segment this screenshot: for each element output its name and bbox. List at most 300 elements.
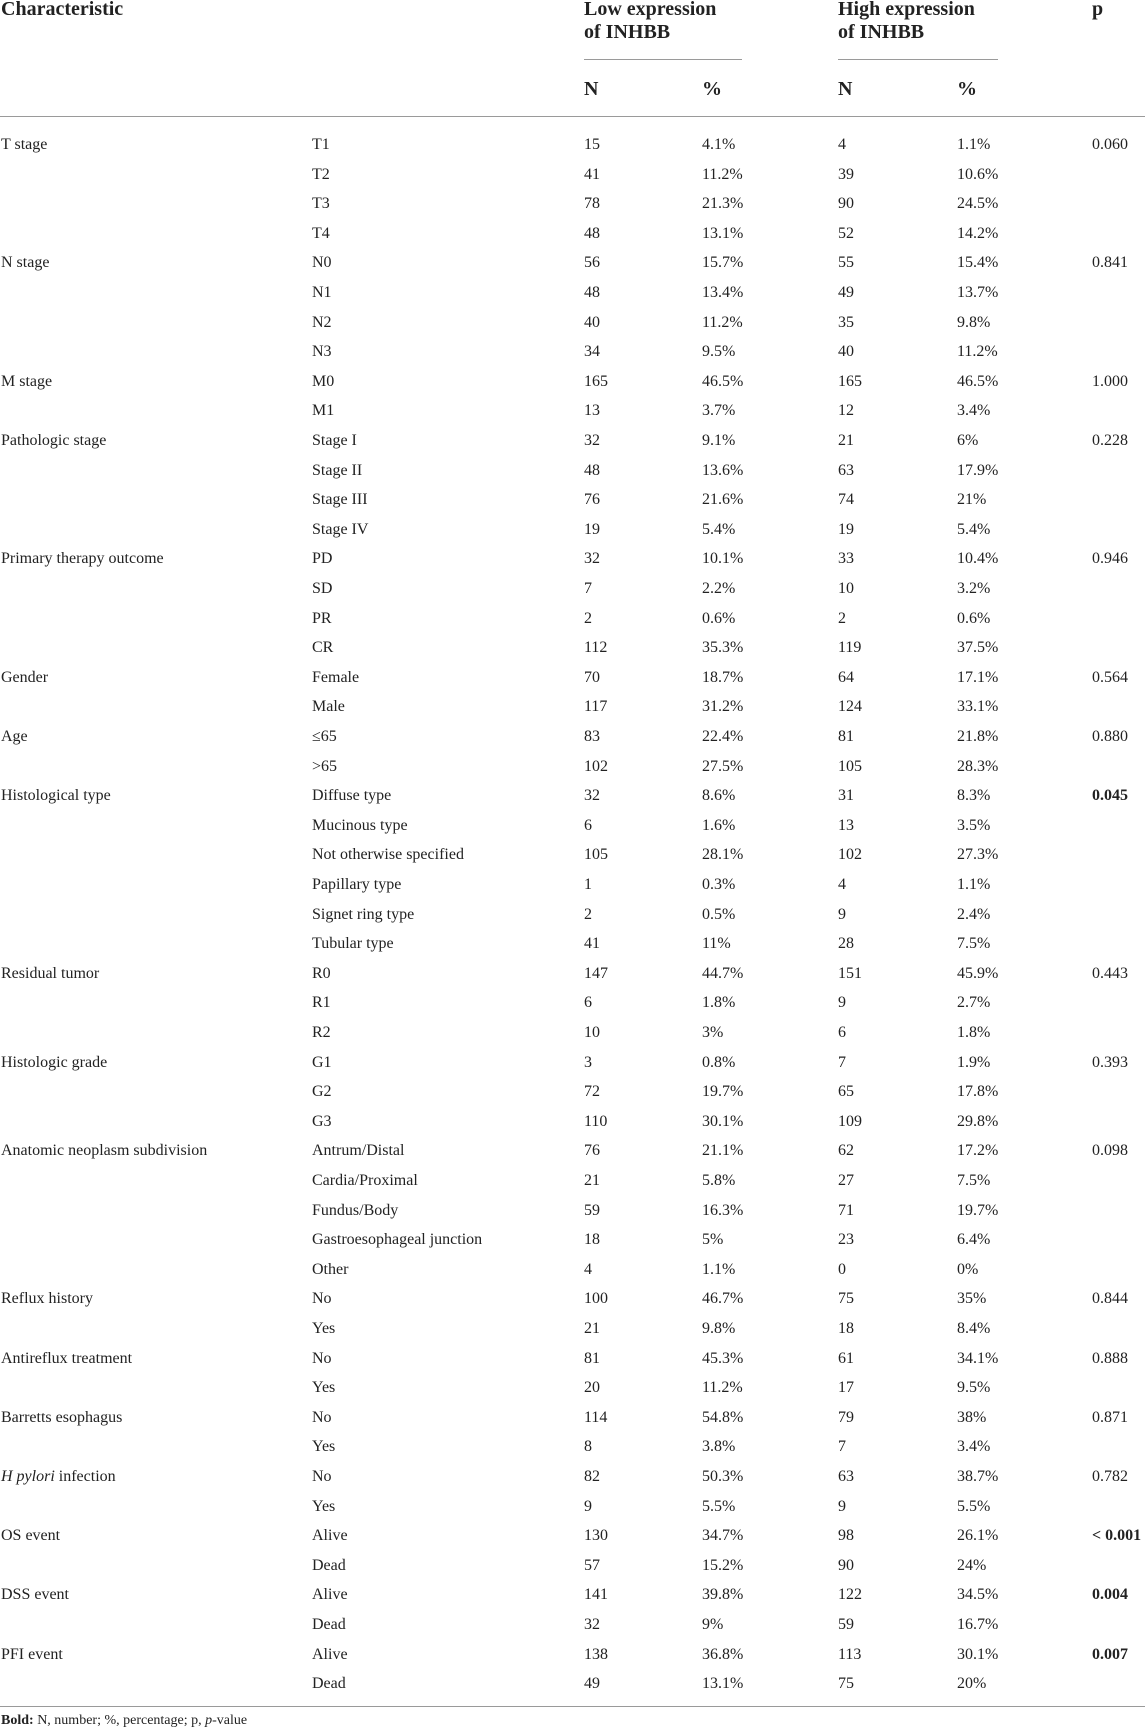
low-n-cell: 78 [584, 195, 600, 213]
high-pct-cell: 14.2% [957, 224, 999, 242]
table-row [0, 1344, 1145, 1373]
characteristic-text: infection [54, 1468, 116, 1485]
high-pct-cell: 3.4% [957, 402, 991, 420]
table-row [0, 337, 1145, 366]
characteristic-cell [1, 1462, 116, 1491]
low-n-cell: 70 [584, 668, 600, 686]
low-n-cell: 4 [584, 1260, 592, 1278]
low-n-cell: 130 [584, 1527, 608, 1545]
characteristic-italic: H pylori [1, 1468, 55, 1485]
high-n-cell: 7 [838, 1438, 846, 1456]
level-cell: Yes [312, 1497, 336, 1515]
high-pct-cell: 16.7% [957, 1616, 999, 1633]
header-low-group: Low expression of INHBB [584, 0, 717, 43]
low-n-cell: 100 [584, 1290, 608, 1308]
low-n-cell: 19 [584, 520, 600, 538]
p-value-cell: 0.841 [1092, 254, 1128, 272]
low-pct-cell: 5.4% [702, 520, 736, 538]
table-row [0, 929, 1145, 958]
table-row [0, 1373, 1145, 1402]
table-row [0, 1018, 1145, 1047]
characteristic-cell: Histologic grade [1, 1053, 108, 1071]
level-cell: No [312, 1468, 332, 1485]
characteristic-cell: Residual tumor [1, 964, 100, 982]
high-pct-cell: 13.7% [957, 284, 999, 301]
high-n-cell: 90 [838, 195, 854, 213]
table-row [0, 248, 1145, 277]
p-value-cell: 0.946 [1092, 550, 1128, 568]
level-cell: Dead [312, 1616, 346, 1633]
high-n-cell: 75 [838, 1675, 854, 1693]
level-cell: PR [312, 609, 332, 627]
table-row [0, 781, 1145, 810]
low-n-cell: 8 [584, 1438, 592, 1456]
low-n-cell: 32 [584, 1616, 600, 1633]
low-n-cell: 20 [584, 1379, 600, 1397]
low-pct-cell: 36.8% [702, 1645, 744, 1663]
high-n-cell: 39 [838, 165, 854, 183]
high-n-cell: 119 [838, 639, 862, 657]
low-n-cell: 2 [584, 609, 592, 627]
low-pct-cell: 11.2% [702, 313, 743, 331]
high-n-cell: 55 [838, 254, 854, 272]
high-pct-cell: 19.7% [957, 1201, 999, 1219]
level-cell: Tubular type [312, 935, 394, 953]
high-n-cell: 74 [838, 491, 854, 509]
high-pct-cell: 17.1% [957, 668, 999, 686]
low-pct-cell: 44.7% [702, 964, 744, 982]
high-n-cell: 49 [838, 284, 854, 301]
table-row [0, 515, 1145, 544]
high-pct-cell: 1.9% [957, 1053, 991, 1071]
low-n-cell: 81 [584, 1349, 600, 1367]
low-n-cell: 48 [584, 284, 600, 301]
high-n-cell: 124 [838, 698, 862, 716]
high-pct-cell: 34.5% [957, 1586, 999, 1604]
level-cell: Mucinous type [312, 816, 408, 834]
level-cell: Antrum/Distal [312, 1142, 405, 1160]
table-row [0, 633, 1145, 662]
low-n-cell: 110 [584, 1112, 608, 1130]
high-pct-cell: 7.5% [957, 935, 991, 953]
header-characteristic: Characteristic [1, 0, 124, 20]
high-pct-cell: 1.1% [957, 136, 991, 153]
high-pct-cell: 46.5% [957, 372, 999, 390]
table-row [0, 604, 1145, 633]
header-rule [0, 116, 1145, 117]
high-n-cell: 35 [838, 313, 854, 331]
table-row [0, 130, 1145, 159]
high-pct-cell: 28.3% [957, 757, 999, 775]
low-pct-cell: 0.3% [702, 876, 736, 893]
high-n-cell: 151 [838, 964, 862, 982]
high-n-cell: 71 [838, 1201, 854, 1219]
high-n-cell: 6 [838, 1024, 846, 1041]
characteristic-cell: Pathologic stage [1, 432, 107, 449]
low-n-cell: 13 [584, 402, 600, 420]
p-value-cell: < 0.001 [1092, 1527, 1142, 1545]
low-pct-cell: 5.5% [702, 1497, 736, 1515]
table-row [0, 308, 1145, 337]
low-pct-cell: 11% [702, 935, 731, 953]
level-cell: R0 [312, 964, 331, 982]
low-n-cell: 138 [584, 1645, 608, 1663]
high-n-cell: 12 [838, 402, 854, 420]
high-n-cell: 102 [838, 846, 862, 864]
table-row [0, 1403, 1145, 1432]
high-pct-cell: 17.8% [957, 1083, 999, 1101]
high-pct-cell: 0.6% [957, 609, 991, 627]
high-n-cell: 17 [838, 1379, 854, 1397]
level-cell: Papillary type [312, 876, 402, 893]
header-p: p [1092, 0, 1104, 20]
level-cell: ≤65 [312, 728, 337, 745]
characteristic-cell: Histological type [1, 787, 111, 805]
table-row [0, 811, 1145, 840]
level-cell: N2 [312, 313, 332, 331]
p-value-cell: 0.045 [1092, 787, 1128, 805]
high-n-cell: 165 [838, 372, 862, 390]
low-n-cell: 147 [584, 964, 608, 982]
high-n-cell: 23 [838, 1231, 854, 1249]
level-cell: G2 [312, 1083, 332, 1101]
low-n-cell: 40 [584, 313, 600, 331]
p-value-cell: 1.000 [1092, 372, 1128, 390]
low-pct-cell: 21.6% [702, 491, 744, 509]
low-n-cell: 6 [584, 994, 592, 1012]
table-row [0, 189, 1145, 218]
level-cell: M1 [312, 402, 335, 420]
low-n-cell: 165 [584, 372, 608, 390]
low-n-cell: 2 [584, 905, 592, 923]
high-n-cell: 98 [838, 1527, 854, 1545]
characteristic-cell: Barretts esophagus [1, 1408, 123, 1426]
high-pct-cell: 38.7% [957, 1468, 999, 1485]
low-pct-cell: 21.3% [702, 195, 744, 213]
table-row [0, 1432, 1145, 1461]
characteristic-cell: Antireflux treatment [1, 1349, 133, 1367]
low-pct-cell: 28.1% [702, 846, 744, 864]
p-value-cell: 0.844 [1092, 1290, 1128, 1308]
high-n-cell: 109 [838, 1112, 862, 1130]
high-pct-cell: 2.7% [957, 994, 991, 1012]
high-pct-cell: 7.5% [957, 1172, 991, 1189]
table-row [0, 278, 1145, 307]
high-n-cell: 64 [838, 668, 854, 686]
high-pct-cell: 5.5% [957, 1497, 991, 1515]
low-pct-cell: 4.1% [702, 136, 736, 153]
level-cell: T3 [312, 195, 330, 213]
level-cell: PD [312, 550, 333, 568]
high-pct-cell: 26.1% [957, 1527, 999, 1545]
high-pct-cell: 15.4% [957, 254, 999, 272]
high-n-cell: 105 [838, 757, 862, 775]
low-pct-cell: 1.1% [702, 1260, 736, 1278]
low-pct-cell: 45.3% [702, 1349, 744, 1367]
low-pct-cell: 9% [702, 1616, 724, 1633]
level-cell: N1 [312, 284, 332, 301]
level-cell: T2 [312, 165, 330, 183]
characteristic-cell: N stage [1, 254, 50, 272]
high-pct-cell: 1.8% [957, 1024, 991, 1041]
low-pct-cell: 13.1% [702, 1675, 744, 1693]
low-pct-cell: 0.5% [702, 905, 736, 923]
low-pct-cell: 11.2% [702, 1379, 743, 1397]
p-value-cell: 0.888 [1092, 1349, 1128, 1367]
table-row [0, 1610, 1145, 1639]
high-n-cell: 9 [838, 1497, 846, 1515]
table-row [0, 1521, 1145, 1550]
low-n-cell: 83 [584, 728, 600, 745]
low-n-cell: 7 [584, 580, 592, 597]
low-pct-cell: 9.5% [702, 343, 736, 361]
low-group-underline [584, 59, 742, 60]
level-cell: Female [312, 668, 360, 686]
level-cell: G3 [312, 1112, 332, 1130]
low-n-cell: 32 [584, 550, 600, 568]
high-pct-cell: 35% [957, 1290, 987, 1308]
high-n-cell: 13 [838, 816, 854, 834]
low-pct-cell: 1.8% [702, 994, 736, 1012]
low-pct-cell: 1.6% [702, 816, 736, 834]
table-row [0, 988, 1145, 1017]
low-pct-cell: 54.8% [702, 1408, 744, 1426]
level-cell: Dead [312, 1556, 346, 1574]
high-n-cell: 40 [838, 343, 854, 361]
table-row [0, 544, 1145, 573]
high-n-cell: 52 [838, 224, 854, 242]
characteristic-cell: PFI event [1, 1645, 63, 1663]
high-pct-cell: 33.1% [957, 698, 999, 716]
level-cell: Alive [312, 1645, 348, 1663]
low-pct-cell: 50.3% [702, 1468, 744, 1485]
low-n-cell: 114 [584, 1408, 608, 1426]
level-cell: M0 [312, 372, 335, 390]
high-pct-cell: 30.1% [957, 1645, 999, 1663]
low-n-cell: 112 [584, 639, 608, 657]
level-cell: Not otherwise specified [312, 846, 464, 864]
high-n-cell: 0 [838, 1260, 846, 1278]
low-pct-cell: 13.4% [702, 284, 744, 301]
low-pct-cell: 39.8% [702, 1586, 744, 1604]
high-n-cell: 65 [838, 1083, 854, 1101]
level-cell: R2 [312, 1024, 331, 1041]
high-pct-cell: 9.8% [957, 313, 991, 331]
level-cell: No [312, 1408, 332, 1426]
low-n-cell: 3 [584, 1053, 592, 1071]
level-cell: Dead [312, 1675, 346, 1693]
high-pct-cell: 3.2% [957, 580, 991, 597]
high-n-cell: 2 [838, 609, 846, 627]
table-row [0, 1048, 1145, 1077]
high-pct-cell: 34.1% [957, 1349, 999, 1367]
low-n-cell: 15 [584, 136, 600, 153]
table-row [0, 840, 1145, 869]
low-n-cell: 21 [584, 1320, 600, 1337]
table-row [0, 219, 1145, 248]
high-pct-cell: 24.5% [957, 195, 999, 213]
high-pct-cell: 17.9% [957, 461, 999, 479]
level-cell: T4 [312, 224, 330, 242]
level-cell: N3 [312, 343, 332, 361]
characteristic-cell: OS event [1, 1527, 61, 1545]
footnote-text: N, number; %, percentage; p, [33, 1713, 206, 1728]
high-n-cell: 59 [838, 1616, 854, 1633]
header-high-pct: % [957, 78, 977, 100]
level-cell: No [312, 1290, 332, 1308]
p-value-cell: 0.443 [1092, 964, 1128, 982]
level-cell: Fundus/Body [312, 1201, 399, 1219]
high-pct-cell: 1.1% [957, 876, 991, 893]
high-n-cell: 113 [838, 1645, 862, 1663]
header-high-n: N [838, 78, 853, 100]
level-cell: Stage II [312, 461, 363, 479]
table-row [0, 1551, 1145, 1580]
low-pct-cell: 0.8% [702, 1053, 736, 1071]
low-pct-cell: 27.5% [702, 757, 744, 775]
low-pct-cell: 10.1% [702, 550, 744, 568]
high-pct-cell: 38% [957, 1408, 987, 1426]
level-cell: R1 [312, 994, 331, 1012]
low-n-cell: 57 [584, 1556, 600, 1574]
low-pct-cell: 9.8% [702, 1320, 736, 1337]
high-n-cell: 9 [838, 905, 846, 923]
high-pct-cell: 21% [957, 491, 987, 509]
level-cell: CR [312, 639, 334, 657]
high-pct-cell: 2.4% [957, 905, 991, 923]
characteristic-cell: Anatomic neoplasm subdivision [1, 1142, 208, 1160]
low-pct-cell: 30.1% [702, 1112, 744, 1130]
footnote [1, 1712, 247, 1730]
table-row [0, 722, 1145, 751]
characteristic-cell: M stage [1, 372, 53, 390]
table-row [0, 752, 1145, 781]
low-n-cell: 102 [584, 757, 608, 775]
low-pct-cell: 8.6% [702, 787, 736, 805]
high-n-cell: 33 [838, 550, 854, 568]
low-n-cell: 32 [584, 787, 600, 805]
low-pct-cell: 31.2% [702, 698, 744, 716]
high-pct-cell: 9.5% [957, 1379, 991, 1397]
level-cell: Stage III [312, 491, 368, 509]
low-n-cell: 34 [584, 343, 600, 361]
level-cell: Gastroesophageal junction [312, 1231, 483, 1249]
high-pct-cell: 45.9% [957, 964, 999, 982]
high-n-cell: 90 [838, 1556, 854, 1574]
high-pct-cell: 6% [957, 432, 979, 449]
p-value-cell: 0.393 [1092, 1053, 1128, 1071]
characteristic-cell: Age [1, 728, 28, 745]
low-n-cell: 1 [584, 876, 592, 893]
high-pct-cell: 8.3% [957, 787, 991, 805]
high-group-underline [838, 59, 998, 60]
characteristic-cell: Primary therapy outcome [1, 550, 164, 568]
p-value-cell: 0.871 [1092, 1408, 1128, 1426]
table-row [0, 1314, 1145, 1343]
low-pct-cell: 16.3% [702, 1201, 744, 1219]
table-row [0, 1196, 1145, 1225]
low-pct-cell: 13.1% [702, 224, 744, 242]
p-value-cell: 0.564 [1092, 668, 1128, 686]
high-pct-cell: 21.8% [957, 728, 999, 745]
table-row [0, 1669, 1145, 1698]
high-n-cell: 75 [838, 1290, 854, 1308]
table-row [0, 870, 1145, 899]
table-row [0, 1077, 1145, 1106]
level-cell: Diffuse type [312, 787, 392, 805]
low-pct-cell: 46.5% [702, 372, 744, 390]
header-low-pct: % [702, 78, 722, 100]
level-cell: Male [312, 698, 345, 716]
low-pct-cell: 15.2% [702, 1556, 744, 1574]
high-n-cell: 9 [838, 994, 846, 1012]
characteristic-cell: Reflux history [1, 1290, 93, 1308]
bottom-rule [0, 1706, 1145, 1707]
high-pct-cell: 10.6% [957, 165, 999, 183]
high-pct-cell: 29.8% [957, 1112, 999, 1130]
level-cell: Stage I [312, 432, 357, 449]
table-row [0, 692, 1145, 721]
high-pct-cell: 17.2% [957, 1142, 999, 1160]
table-row [0, 367, 1145, 396]
level-cell: Yes [312, 1379, 336, 1397]
high-n-cell: 18 [838, 1320, 854, 1337]
low-n-cell: 48 [584, 224, 600, 242]
level-cell: T1 [312, 136, 330, 153]
level-cell: Other [312, 1260, 349, 1278]
low-pct-cell: 35.3% [702, 639, 744, 657]
high-pct-cell: 5.4% [957, 520, 991, 538]
level-cell: Alive [312, 1586, 348, 1604]
table-row [0, 1255, 1145, 1284]
table-row [0, 426, 1145, 455]
low-pct-cell: 15.7% [702, 254, 744, 272]
low-n-cell: 72 [584, 1083, 600, 1101]
characteristic-cell: T stage [1, 136, 48, 153]
low-n-cell: 6 [584, 816, 592, 834]
level-cell: Alive [312, 1527, 348, 1545]
high-pct-cell: 6.4% [957, 1231, 991, 1249]
low-n-cell: 117 [584, 698, 608, 716]
high-n-cell: 21 [838, 432, 854, 449]
table-row [0, 485, 1145, 514]
table-row [0, 1284, 1145, 1313]
low-n-cell: 141 [584, 1586, 608, 1604]
level-cell: SD [312, 580, 333, 597]
high-pct-cell: 10.4% [957, 550, 999, 568]
table-row [0, 1136, 1145, 1165]
high-n-cell: 31 [838, 787, 854, 805]
table-row [0, 160, 1145, 189]
footnote-suffix: -value [212, 1713, 248, 1728]
low-pct-cell: 3% [702, 1024, 724, 1041]
p-value-cell: 0.228 [1092, 432, 1128, 449]
low-pct-cell: 18.7% [702, 668, 744, 686]
characteristic-cell: DSS event [1, 1586, 69, 1604]
table-row [0, 1580, 1145, 1609]
high-n-cell: 81 [838, 728, 854, 745]
level-cell: Signet ring type [312, 905, 415, 923]
low-n-cell: 41 [584, 935, 600, 953]
level-cell: >65 [312, 757, 338, 775]
header-low-n: N [584, 78, 599, 100]
low-pct-cell: 3.8% [702, 1438, 736, 1456]
p-value-cell: 0.098 [1092, 1142, 1128, 1160]
low-pct-cell: 13.6% [702, 461, 744, 479]
low-pct-cell: 46.7% [702, 1290, 744, 1308]
table-row [0, 959, 1145, 988]
high-pct-cell: 3.4% [957, 1438, 991, 1456]
